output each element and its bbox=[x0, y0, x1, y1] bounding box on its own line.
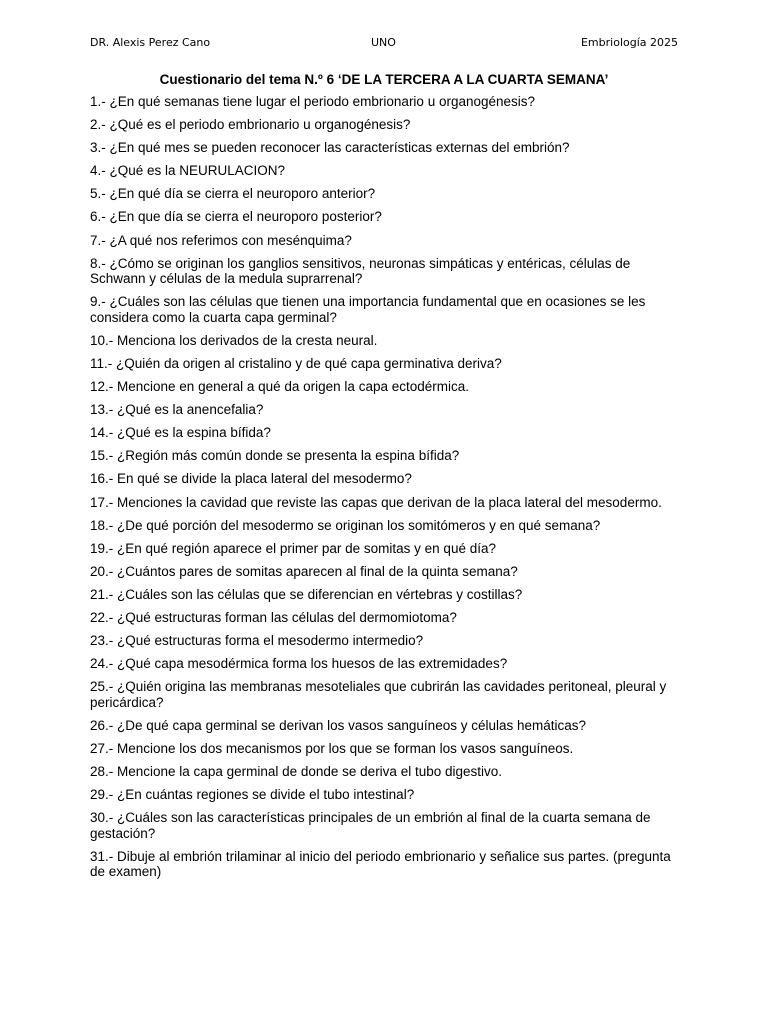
question-item: 28.- Mencione la capa germinal de donde se deriva el tubo digestivo. bbox=[90, 764, 503, 780]
header-author: DR. Alexis Perez Cano bbox=[90, 36, 211, 49]
question-item: 1.- ¿En qué semanas tiene lugar el periodo embrionario u organogénesis? bbox=[90, 94, 536, 109]
question-item: 5.- ¿En qué día se cierra el neuroporo anterior? bbox=[90, 186, 376, 202]
question-item: 22.- ¿Qué estructuras forman las células del dermomiotoma? bbox=[90, 609, 457, 625]
question-item: 25.- ¿Quién origina las membranas mesoteliales que cubrirán las cavidades peritoneal, pleural y pericárdica? bbox=[90, 679, 667, 710]
header-institution: UNO bbox=[371, 36, 396, 49]
header-course: Embriología 2025 bbox=[580, 36, 678, 49]
question-list bbox=[90, 94, 680, 887]
question-item: 21.- ¿Cuáles son las células que se diferencian en vértebras y costillas? bbox=[90, 586, 523, 602]
question-item: 9.- ¿Cuáles son las células que tienen una importancia fundamental que en ocasiones se les considera como la cuarta capa germinal? bbox=[90, 294, 646, 325]
question-item: 29.- ¿En cuántas regiones se divide el tubo intestinal? bbox=[90, 787, 415, 803]
question-item: 27.- Mencione los dos mecanismos por los que se forman los vasos sanguíneos. bbox=[90, 740, 574, 756]
question-item: 31.- Dibuje al embrión trilaminar al inicio del periodo embrionario y señalice sus partes. (pregunta de examen) bbox=[90, 848, 671, 880]
page-header bbox=[90, 35, 680, 51]
question-item: 7.- ¿A qué nos referimos con mesénquima? bbox=[90, 232, 352, 248]
question-item: 13.- ¿Qué es la anencefalia? bbox=[90, 402, 264, 418]
question-item: 10.- Menciona los derivados de la cresta neural. bbox=[90, 332, 378, 348]
question-item: 12.- Mencione en general a qué da origen la capa ectodérmica. bbox=[90, 379, 469, 395]
question-item: 3.- ¿En qué mes se pueden reconocer las características externas del embrión? bbox=[90, 140, 570, 156]
question-item: 17.- Menciones la cavidad que reviste las capas que derivan de la placa lateral del mesodermo. bbox=[90, 494, 662, 510]
question-item: 11.- ¿Quién da origen al cristalino y de qué capa germinativa deriva? bbox=[90, 355, 502, 371]
questionnaire-title: Cuestionario del tema N.º 6 ‘DE LA TERCERA A LA CUARTA SEMANA’ bbox=[159, 72, 609, 87]
question-item: 8.- ¿Cómo se originan los ganglios sensitivos, neuronas simpáticas y entéricas, células de Schwann y células de la medula suprarrenal? bbox=[90, 255, 631, 287]
question-item: 26.- ¿De qué capa germinal se derivan los vasos sanguíneos y células hemáticas? bbox=[90, 717, 587, 733]
question-item: 2.- ¿Qué es el periodo embrionario u organogénesis? bbox=[90, 117, 411, 133]
question-item: 15.- ¿Región más común donde se presenta la espina bífida? bbox=[90, 448, 460, 464]
question-item: 14.- ¿Qué es la espina bífida? bbox=[90, 425, 271, 441]
question-item: 23.- ¿Qué estructuras forma el mesodermo intermedio? bbox=[90, 633, 424, 649]
question-item: 24.- ¿Qué capa mesodérmica forma los huesos de las extremidades? bbox=[90, 656, 508, 672]
question-item: 19.- ¿En qué región aparece el primer par de somitas y en qué día? bbox=[90, 540, 496, 556]
question-item: 6.- ¿En que día se cierra el neuroporo posterior? bbox=[90, 209, 382, 225]
question-item: 18.- ¿De qué porción del mesodermo se originan los somitómeros y en qué semana? bbox=[90, 517, 601, 533]
question-item: 16.- En qué se divide la placa lateral del mesodermo? bbox=[90, 471, 412, 487]
question-item: 20.- ¿Cuántos pares de somitas aparecen al final de la quinta semana? bbox=[90, 563, 518, 579]
question-item: 30.- ¿Cuáles son las características principales de un embrión al final de la cuarta semana de gestación? bbox=[90, 810, 651, 841]
question-item: 4.- ¿Qué es la NEURULACION? bbox=[90, 163, 286, 179]
